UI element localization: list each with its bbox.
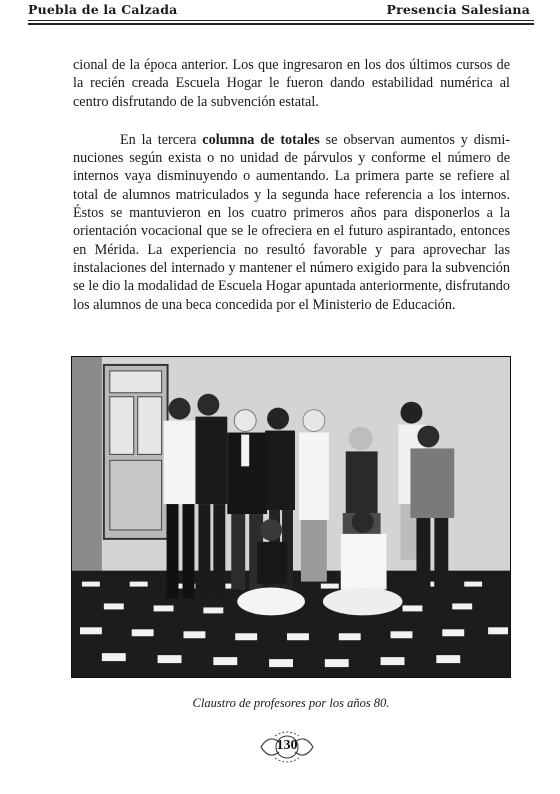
header-book-title: Puebla de la Calzada bbox=[28, 2, 178, 17]
paragraph-2-lead: En la tercera bbox=[120, 131, 197, 148]
staff-group-photo bbox=[71, 356, 511, 678]
photo-caption: Claustro de profesores por los años 80. bbox=[192, 696, 390, 710]
paragraph-2-emphasis: columna de totales bbox=[202, 131, 320, 148]
paragraph-1: cional de la época anterior. Los que ingresaron en los dos últimos cursos de la recién creada Escuela Hogar le fueron dando estabilidad numérica al centro disfrutando de la subvención estatal. bbox=[73, 57, 510, 110]
header-rule-thick bbox=[28, 23, 534, 25]
paragraph-2-rest: se observan aumentos y disminuciones según exista o no unidad de párvulos y conforme el número de internos vaya disminuyendo o aumentando. La primera parte se refiere al total de alumnos matriculados y la segunda hace referencia a los internos. Éstos se mantuvieron en los cuatro primeros años para disponerlos a la orientación vocacional que se le ofreciera en el futuro aspirantado, entonces en Mérida. La experiencia no resultó favorable y para aprovechar las instalaciones del internado y mantener el número exigido para la subvención se le dio la modalidad de Escuela Hogar apuntada anteriormente, disfrutando los alumnos de una beca concedida por el Ministerio de Educación. bbox=[73, 131, 511, 313]
header-section-title: Presencia Salesiana bbox=[386, 2, 530, 17]
header-rule-thin bbox=[28, 20, 534, 21]
body-text bbox=[73, 56, 510, 314]
running-header bbox=[28, 2, 530, 20]
page-number: 130 bbox=[276, 738, 298, 753]
paragraph-2 bbox=[73, 131, 510, 314]
page-number-ornament bbox=[255, 730, 319, 764]
photo-illustration bbox=[72, 357, 510, 677]
